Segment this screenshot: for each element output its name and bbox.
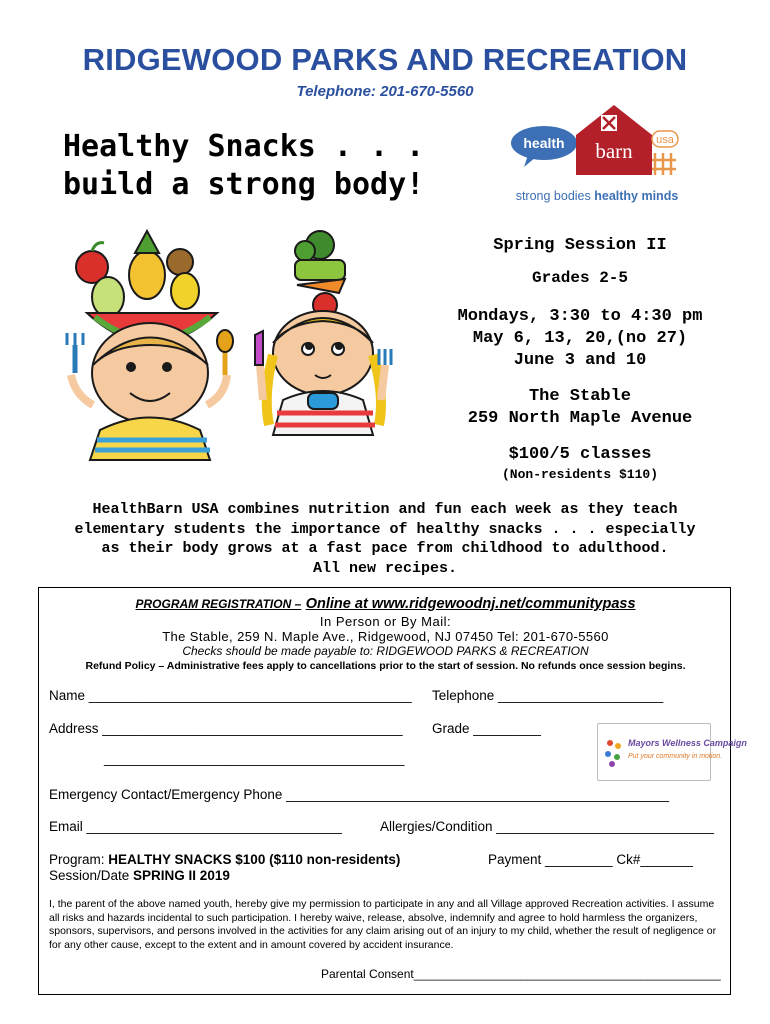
description-line-1: HealthBarn USA combines nutrition and fun each week as they teach	[92, 501, 678, 518]
program-label: Program:	[49, 852, 109, 867]
girl-with-vegetables-icon	[255, 231, 391, 435]
refund-policy: Refund Policy – Administrative fees apply to cancellations prior to the start of session. No refunds once session begins.	[85, 660, 686, 672]
email-field[interactable]: Email __________________________________	[49, 819, 342, 834]
name-field[interactable]: Name ___________________________________________	[49, 688, 412, 703]
session-price: $100/5 classes	[508, 445, 652, 464]
program-value: HEALTHY SNACKS $100 ($110 non-residents)	[108, 852, 401, 867]
session-location-name: The Stable	[528, 387, 632, 406]
parental-consent-field[interactable]: Parental Consent______________________________________________	[321, 967, 721, 981]
logo-word-health: health	[523, 135, 565, 151]
mayors-wellness-logo	[597, 723, 747, 781]
description-line-2: elementary students the importance of healthy snacks . . . especially	[74, 520, 696, 538]
session-nonresident-price: (Non-residents $110)	[501, 467, 659, 482]
headline	[63, 128, 424, 204]
registration-label: PROGRAM REGISTRATION –	[135, 597, 302, 611]
session-title: Spring Session II	[493, 236, 667, 255]
program-line	[49, 852, 400, 867]
logo-fence-shape	[652, 153, 676, 175]
liability-waiver-text: I, the parent of the above named youth, hereby give my permission to participate in any and all Village approved Recreation activities. I assume all risks and hazards incidental to such participation. I hereby waive, release, absolve, indemnify and agree to hold harmless the organizers, sponsors, supervisors, and persons involved in the activities for any claim arising out of an injury to my child, whether the result of negligence or for any other cause, except to the extent and in amount covered by accident insurance.	[49, 898, 717, 951]
boy-with-fruit-icon	[67, 231, 233, 460]
session-date-value: SPRING II 2019	[133, 868, 230, 883]
kids-with-food-illustration	[55, 225, 395, 485]
session-schedule-line-2: May 6, 13, 20,(no 27)	[472, 329, 688, 348]
payment-field[interactable]: Payment _________ Ck#_______	[488, 852, 693, 867]
mayors-logo-tagline: Put your community in motion.	[628, 753, 723, 760]
session-date-line	[49, 868, 230, 883]
registration-online-link[interactable]: Online at www.ridgewoodnj.net/communitypass	[305, 596, 636, 612]
mail-address-line: The Stable, 259 N. Maple Ave., Ridgewood, NJ 07450 Tel: 201-670-5560	[162, 629, 609, 644]
telephone-field[interactable]: Telephone ______________________	[432, 688, 664, 703]
logo-tagline: strong bodies healthy minds	[515, 189, 679, 203]
allergies-field[interactable]: Allergies/Condition _____________________________	[380, 819, 715, 834]
session-info	[420, 236, 740, 484]
by-mail-label: In Person or By Mail:	[319, 614, 452, 629]
registration-heading	[39, 595, 732, 613]
program-description	[30, 500, 740, 578]
session-schedule-line-3: June 3 and 10	[513, 351, 647, 370]
session-schedule-line-1: Mondays, 3:30 to 4:30 pm	[457, 307, 703, 326]
organization-title: RIDGEWOOD PARKS AND RECREATION	[82, 42, 688, 77]
description-line-3: as their body grows at a fast pace from childhood to adulthood.	[101, 540, 669, 557]
address-line-2-field[interactable]: ________________________________________	[104, 751, 405, 766]
headline-line-2: build a strong body!	[63, 167, 425, 202]
logo-word-barn: barn	[595, 139, 633, 163]
description-line-4: All new recipes.	[312, 559, 458, 577]
registration-form	[38, 587, 747, 995]
mayors-logo-title: Mayors Wellness Campaign	[628, 738, 747, 748]
address-field[interactable]: Address ________________________________________	[49, 721, 403, 736]
headline-line-1: Healthy Snacks . . .	[63, 129, 425, 164]
session-grades: Grades 2-5	[531, 269, 628, 287]
logo-word-usa: usa	[656, 134, 674, 146]
session-date-label: Session/Date	[49, 868, 134, 883]
telephone-line: Telephone: 201-670-5560	[296, 83, 474, 100]
session-location-address: 259 North Maple Avenue	[467, 409, 693, 428]
grade-field[interactable]: Grade _________	[432, 721, 541, 736]
emergency-contact-field[interactable]: Emergency Contact/Emergency Phone ___________________________________________________	[49, 787, 670, 802]
wellness-figure-icon	[602, 738, 626, 768]
healthbarn-logo	[510, 103, 685, 208]
checks-payable-line: Checks should be made payable to: RIDGEWOOD PARKS & RECREATION	[182, 644, 589, 658]
